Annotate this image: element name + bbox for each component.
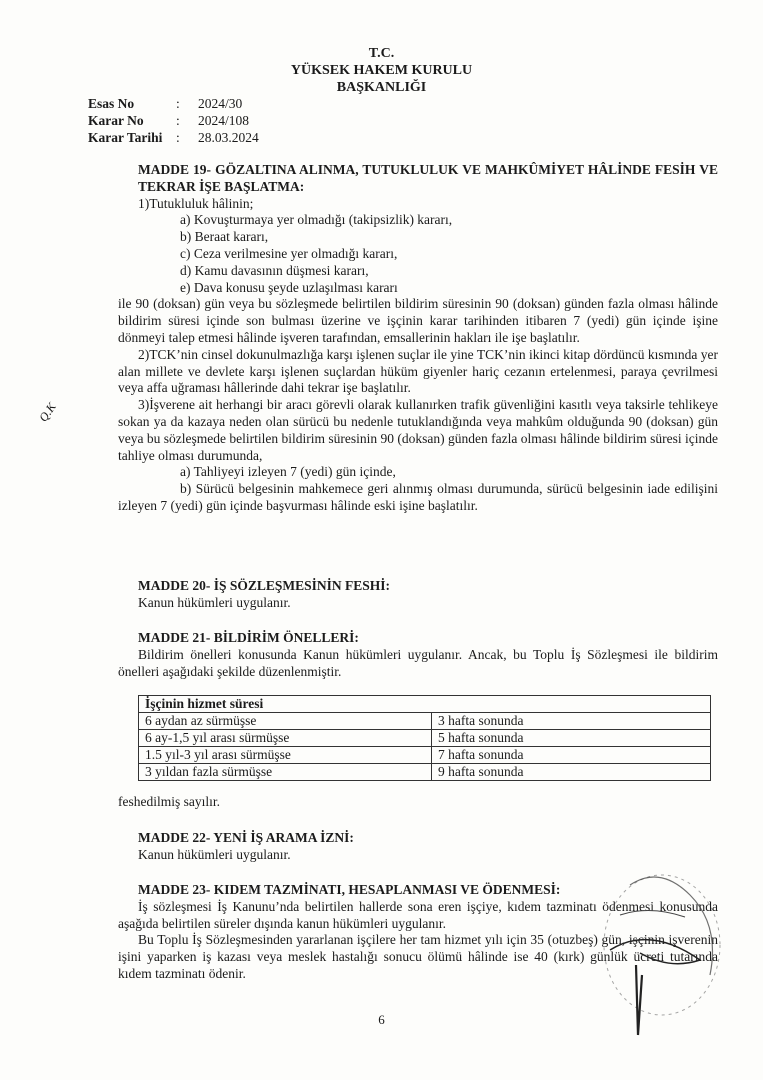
article-21-heading: MADDE 21- BİLDİRİM ÖNELLERİ:	[138, 630, 359, 645]
table-cell-period: 1.5 yıl-3 yıl arası sürmüşse	[139, 747, 432, 764]
meta-key: Karar No	[88, 113, 144, 128]
meta-colon: :	[176, 130, 180, 145]
margin-handwritten-note: Q.K	[36, 400, 59, 425]
article-19-p3-a: a) Tahliyeyi izleyen 7 (yedi) gün içinde,	[180, 464, 396, 480]
meta-key: Esas No	[88, 96, 135, 111]
article-19-heading: MADDE 19- GÖZALTINA ALINMA, TUTUKLULUK VE MAHKÛMİYET HÂLİNDE FESİH VE TEKRAR İŞE BAŞLATMA:	[138, 162, 718, 194]
table-cell-notice: 5 hafta sonunda	[432, 730, 711, 747]
table-header-cell: İşçinin hizmet süresi	[139, 696, 711, 713]
article-23-p1: İş sözleşmesi İş Kanunu’nda belirtilen hallerde sona eren işçiye, kıdem tazminatı ödenmesi konusunda aşağıda belirtilen süreler dışında kanun hükümleri uygulanır.	[118, 898, 718, 931]
table-row	[139, 747, 711, 764]
article-19-item-e: e) Dava konusu şeyde uzlaşılması kararı	[180, 279, 398, 295]
table-cell-period: 6 aydan az sürmüşse	[139, 713, 432, 730]
header-tc: T.C.	[368, 46, 395, 61]
table-row	[139, 764, 711, 781]
meta-key: Karar Tarihi	[88, 130, 163, 145]
article-19	[118, 162, 718, 515]
article-19-p3: 3)İşverene ait herhangi bir aracı görevli olarak kullanırken trafik güvenliğini kasıtlı veya taksirle tehlikeye sokan ya da kazaya neden olan sürücü bu nedenle tutuklandığında veya mahkûm olduğunda 90 (doksan) gün veya bu sözleşmede belirtilen bildirim süresinin 90 (doksan) günden fazla olması hâlinde bildirim süresi içinde tahliye olması durumunda,	[118, 397, 718, 463]
notice-period-table	[138, 695, 711, 781]
meta-colon: :	[176, 96, 180, 111]
article-23-p2: Bu Toplu İş Sözleşmesinden yararlanan işçilere her tam hizmet yılı için 35 (otuzbeş) gün, işçinin işverenin işini yaparken iş kazası veya meslek hastalığı sonucu ölümü hâlinde ise 40 (kırk) günlük ücreti tutarında kıdem tazminatı ödenir.	[118, 932, 718, 981]
meta-colon: :	[176, 113, 180, 128]
meta-value: 2024/30	[198, 96, 243, 111]
article-20	[118, 578, 718, 612]
article-20-heading: MADDE 20- İŞ SÖZLEŞMESİNİN FESHİ:	[138, 578, 391, 593]
article-21-text: Bildirim önelleri konusunda Kanun hükümleri uygulanır. Ancak, bu Toplu İş Sözleşmesi ile bildirim önelleri aşağıdaki şekilde düzenlenmiştir.	[118, 646, 718, 679]
table-cell-notice: 7 hafta sonunda	[432, 747, 711, 764]
article-19-p3-b: b) Sürücü belgesinin mahkemece geri alınmış olması durumunda, sürücü belgesinin iade edilişini izleyen 7 (yedi) gün içinde başvurması hâlinde eski işine başlatılır.	[118, 481, 718, 513]
table-cell-period: 3 yıldan fazla sürmüşse	[139, 764, 432, 781]
article-20-text: Kanun hükümleri uygulanır.	[138, 594, 291, 610]
header-institution: YÜKSEK HAKEM KURULU	[290, 63, 473, 78]
meta-value: 28.03.2024	[198, 130, 259, 145]
article-22-heading: MADDE 22- YENİ İŞ ARAMA İZNİ:	[138, 830, 354, 845]
article-19-item-a: a) Kovuşturmaya yer olmadığı (takipsizlik) kararı,	[180, 212, 453, 228]
header-presidency: BAŞKANLIĞI	[336, 80, 427, 95]
article-19-item-c: c) Ceza verilmesine yer olmadığı kararı,	[180, 245, 398, 261]
table-row	[139, 730, 711, 747]
case-meta	[88, 96, 259, 147]
table-cell-notice: 3 hafta sonunda	[432, 713, 711, 730]
meta-row-tarih	[88, 130, 259, 147]
table-row	[139, 713, 711, 730]
page-number: 6	[378, 1012, 385, 1027]
article-19-item-b: b) Beraat kararı,	[180, 229, 269, 245]
table-cell-notice: 9 hafta sonunda	[432, 764, 711, 781]
meta-row-esas	[88, 96, 259, 113]
table-cell-period: 6 ay-1,5 yıl arası sürmüşse	[139, 730, 432, 747]
article-19-p1-rest: ile 90 (doksan) gün veya bu sözleşmede belirtilen bildirim süresinin 90 (doksan) günden fazla olması hâlinde bildirim süresi içinde son bulması üzerine ve işçinin karar tarihinden itibaren 7 (yedi) gün içinde işine dönmeyi talep etmesi hâlinde işveren tarafından, emsallerinin hakları ile işe başlatılır.	[118, 296, 718, 345]
meta-value: 2024/108	[198, 113, 250, 128]
meta-row-karar	[88, 113, 259, 130]
article-19-p1-intro: 1)Tutukluluk hâlinin;	[138, 195, 254, 211]
article-19-item-d: d) Kamu davasının düşmesi kararı,	[180, 262, 369, 278]
table-header-row	[139, 696, 711, 713]
article-23-heading: MADDE 23- KIDEM TAZMİNATI, HESAPLANMASI VE ÖDENMESİ:	[138, 882, 561, 897]
article-21-after: feshedilmiş sayılır.	[118, 794, 220, 809]
article-22-text: Kanun hükümleri uygulanır.	[138, 846, 291, 862]
article-21	[118, 630, 718, 680]
article-19-p2: 2)TCK’nin cinsel dokunulmazlığa karşı işlenen suçlar ile yine TCK’nin ikinci kitap dördüncü kısmında yer alan millete ve devlete karşı işlenen suçlardan hüküm giyenler hariç cezanın ertelenmesi, paraya çevrilmesi veya affa uğraması hâllerinde dahi tekrar işe başlatılır.	[118, 346, 718, 396]
